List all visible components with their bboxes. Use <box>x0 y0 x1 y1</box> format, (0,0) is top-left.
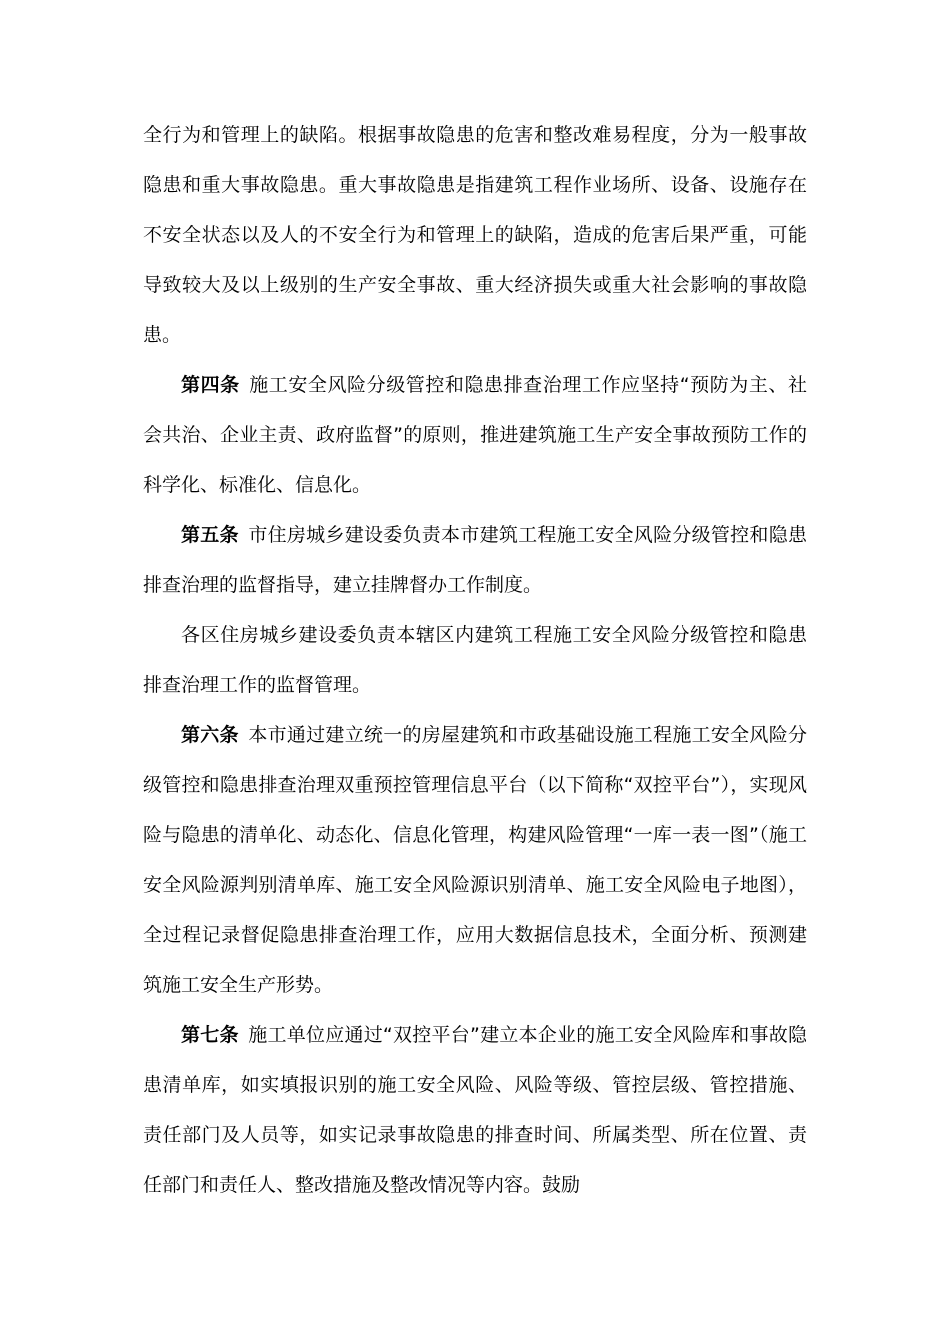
article-4 <box>143 360 807 510</box>
article-number: 第四条 <box>181 374 240 396</box>
paragraph-text: 施工单位应通过“双控平台”建立本企业的施工安全风险库和事故隐患清单库，如实填报识别的施工安全风险、风险等级、管控层级、管控措施、责任部门及人员等，如实记录事故隐患的排查时间、所属类型、所在位置、责任部门和责任人、整改措施及整改情况等内容。鼓励 <box>143 1024 807 1196</box>
article-5-clause <box>143 610 807 710</box>
paragraph-text: 施工安全风险分级管控和隐患排查治理工作应坚持“预防为主、社会共治、企业主责、政府监督”的原则，推进建筑施工生产安全事故预防工作的科学化、标准化、信息化。 <box>143 374 807 496</box>
paragraph-text: 本市通过建立统一的房屋建筑和市政基础设施工程施工安全风险分级管控和隐患排查治理双重预控管理信息平台（以下简称“双控平台”），实现风险与隐患的清单化、动态化、信息化管理，构建风险管理“一库一表一图”（施工安全风险源判别清单库、施工安全风险源识别清单、施工安全风险电子地图），全过程记录督促隐患排查治理工作，应用大数据信息技术，全面分析、预测建筑施工安全生产形势。 <box>143 724 807 996</box>
article-number: 第六条 <box>181 724 239 746</box>
document-page <box>143 110 807 1210</box>
article-5 <box>143 510 807 610</box>
paragraph-text: 市住房城乡建设委负责本市建筑工程施工安全风险分级管控和隐患排查治理的监督指导，建立挂牌督办工作制度。 <box>143 524 807 596</box>
paragraph-continuation <box>143 110 807 360</box>
article-7 <box>143 1010 807 1210</box>
article-number: 第五条 <box>181 524 239 546</box>
article-6 <box>143 710 807 1010</box>
paragraph-text: 各区住房城乡建设委负责本辖区内建筑工程施工安全风险分级管控和隐患排查治理工作的监督管理。 <box>143 624 807 696</box>
article-number: 第七条 <box>181 1024 239 1046</box>
paragraph-text: 全行为和管理上的缺陷。根据事故隐患的危害和整改难易程度，分为一般事故隐患和重大事故隐患。重大事故隐患是指建筑工程作业场所、设备、设施存在不安全状态以及人的不安全行为和管理上的缺陷，造成的危害后果严重，可能导致较大及以上级别的生产安全事故、重大经济损失或重大社会影响的事故隐患。 <box>143 124 807 346</box>
